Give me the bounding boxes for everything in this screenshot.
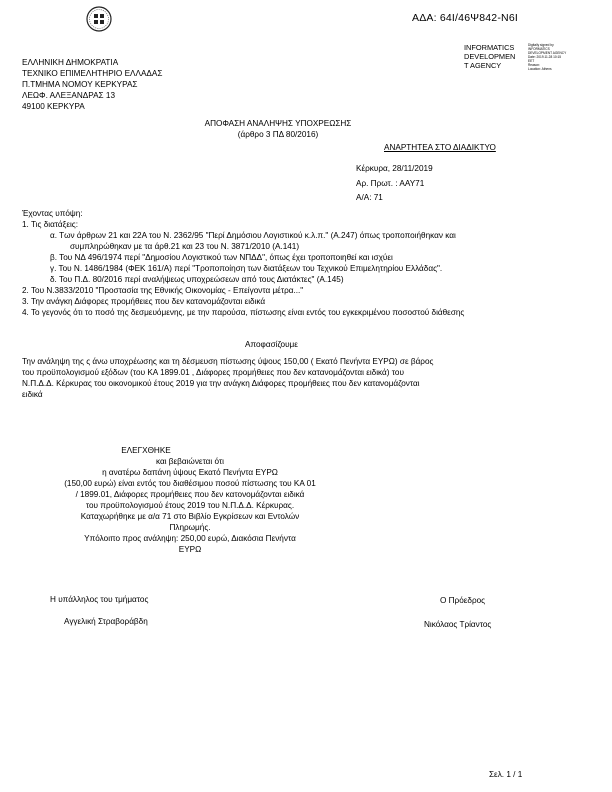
title-line-1: ΑΠΟΦΑΣΗ ΑΝΑΛΗΨΗΣ ΥΠΟΧΡΕΩΣΗΣ xyxy=(204,119,352,128)
right-signatory-role: Ο Πρόεδρος xyxy=(440,596,486,605)
agency-logo-line: DEVELOPMEN xyxy=(464,52,516,61)
meta-aa: Α/Α: 71 xyxy=(356,193,383,202)
considering-item: 2. Του Ν.3833/2010 "Προστασία της Εθνικής Οικονομίας - Επείγοντα μέτρα..." xyxy=(22,286,304,295)
header-line: 49100 ΚΕΡΚΥΡΑ xyxy=(22,102,85,111)
document-meta xyxy=(356,162,433,206)
meta-protocol: Αρ. Πρωτ. : ΑΑΥ71 xyxy=(356,178,425,188)
verification-line: η ανατέρω δαπάνη ύψους Εκατό Πενήντα ΕΥΡΩ xyxy=(102,468,278,477)
sender-header xyxy=(22,57,162,112)
verification-heading: ΕΛΕΓΧΘΗΚΕ xyxy=(121,446,171,455)
considering-subitem: συμπληρώθηκαν με τα άρθ.21 και 23 του Ν. 3871/2010 (Α.141) xyxy=(70,242,300,251)
verification-line: Πληρωμής. xyxy=(169,523,211,532)
verification-line: Καταχωρήθηκε με α/α 71 στο Βιβλίο Εγκρίσεων και Εντολών xyxy=(80,512,300,521)
header-line: ΕΛΛΗΝΙΚΗ ΔΗΜΟΚΡΑΤΙΑ xyxy=(22,58,119,67)
left-signatory-role: Η υπάλληλος του τμήματος xyxy=(50,595,149,604)
decision-line: Την ανάληψη της ς άνω υποχρέωσης και τη δέσμευση πίστωσης ύψους 150,00 ( Εκατό Πενήντα ΕΥΡΩ) σε βάρος xyxy=(22,357,434,366)
title-line-2: (άρθρο 3 ΠΔ 80/2016) xyxy=(237,130,319,139)
document-title xyxy=(150,118,406,140)
considering-item: 4. Το γεγονός ότι το ποσό της δεσμευόμενης, με την παρούσα, πίστωσης είναι εντός του εγκεκριμένου ποσοστού διάθεσης xyxy=(22,308,465,317)
verification-line: του προϋπολογισμού έτους 2019 του Ν.Π.Δ.Δ. Κέρκυρας. xyxy=(85,501,295,510)
header-line: ΤΕΧΝΙΚΟ ΕΠΙΜΕΛΗΤΗΡΙΟ ΕΛΛΑΔΑΣ xyxy=(22,69,163,78)
digital-signature-stamp: Digitally signed by INFORMATICS DEVELOPMENT AGENCY Date: 2019.11.28 10:15 EET Reason: Location: Athens xyxy=(528,43,567,71)
considering-subitem: α. Των άρθρων 21 και 22Α του Ν. 2362/95 "Περί Δημόσιου Λογιστικού κ.λ.π." (Α.247) όπως τροποποιήθηκαν και xyxy=(50,231,456,240)
decision-line: ειδικά xyxy=(22,390,43,399)
ada-code: ΑΔΑ: 64Ι/46Ψ842-Ν6Ι xyxy=(412,12,518,24)
considering-heading: Έχοντας υπόψη: xyxy=(22,209,83,218)
verification-line: και βεβαιώνεται ότι xyxy=(155,457,224,466)
considering-subitem: γ. Του Ν. 1486/1984 (ΦΕΚ 161/Α) περί "Τροποποίηση των διατάξεων του Τεχνικού Επιμελητηρίου Ελλάδας". xyxy=(50,264,443,273)
agency-logo-line: T AGENCY xyxy=(464,61,502,70)
verification-line: (150,00 ευρώ) είναι εντός του διαθέσιμου ποσού πίστωσης του ΚΑ 01 xyxy=(64,479,316,488)
agency-logo-line: INFORMATICS xyxy=(464,43,515,52)
decide-heading: Αποφασίζουμε xyxy=(245,340,298,349)
page-number: Σελ. 1 / 1 xyxy=(489,770,523,779)
header-line: Π.ΤΜΗΜΑ ΝΟΜΟΥ ΚΕΡΚΥΡΑΣ xyxy=(22,80,138,89)
agency-logo xyxy=(464,43,567,71)
considering-item: 1. Τις διατάξεις: xyxy=(22,220,79,229)
considering-section xyxy=(22,208,464,318)
decision-line: Ν.Π.Δ.Δ. Κέρκυρας του οικονομικού έτους 2019 για την ανάγκη Διάφορες προμήθειες που δεν κατανομάζονται xyxy=(22,379,420,388)
decision-text xyxy=(22,356,433,400)
left-signatory-name: Αγγελική Στραβοράβδη xyxy=(64,617,148,626)
verification-line: Υπόλοιπο προς ανάληψη: 250,00 ευρώ, Διακόσια Πενήντα xyxy=(84,534,296,543)
verification-block xyxy=(40,445,340,555)
posting-notice: ΑΝΑΡΤΗΤΕΑ ΣΤΟ ΔΙΑΔΙΚΤΥΟ xyxy=(384,143,496,152)
right-signatory-name: Νικόλαος Τρίαντος xyxy=(424,620,492,629)
verification-line: / 1899.01, Διάφορες προμήθειες που δεν κατονομάζονται ειδικά xyxy=(75,490,305,499)
verification-line: ΕΥΡΩ xyxy=(178,545,202,554)
considering-subitem: β. Του ΝΔ 496/1974 περί "Δημοσίου Λογιστικού των ΝΠΔΔ", όπως έχει τροποποιηθεί και ισχύει xyxy=(50,253,393,262)
meta-date: Κέρκυρα, 28/11/2019 xyxy=(356,164,433,173)
greek-emblem-icon xyxy=(86,6,112,32)
decision-line: του προϋπολογισμού εξόδων (του ΚΑ 1899.01 , Διάφορες προμήθειες που δεν κατανομάζονται ειδικά) του xyxy=(22,368,404,377)
considering-subitem: δ. Του Π.Δ. 80/2016 περί αναλήψεως υποχρεώσεων από τους Διατάκτες" (Α.145) xyxy=(50,275,344,284)
considering-item: 3. Την ανάγκη Διάφορες προμήθειες που δεν κατανομάζονται ειδικά xyxy=(22,297,266,306)
header-line: ΛΕΩΦ. ΑΛΕΞΑΝΔΡΑΣ 13 xyxy=(22,91,115,100)
